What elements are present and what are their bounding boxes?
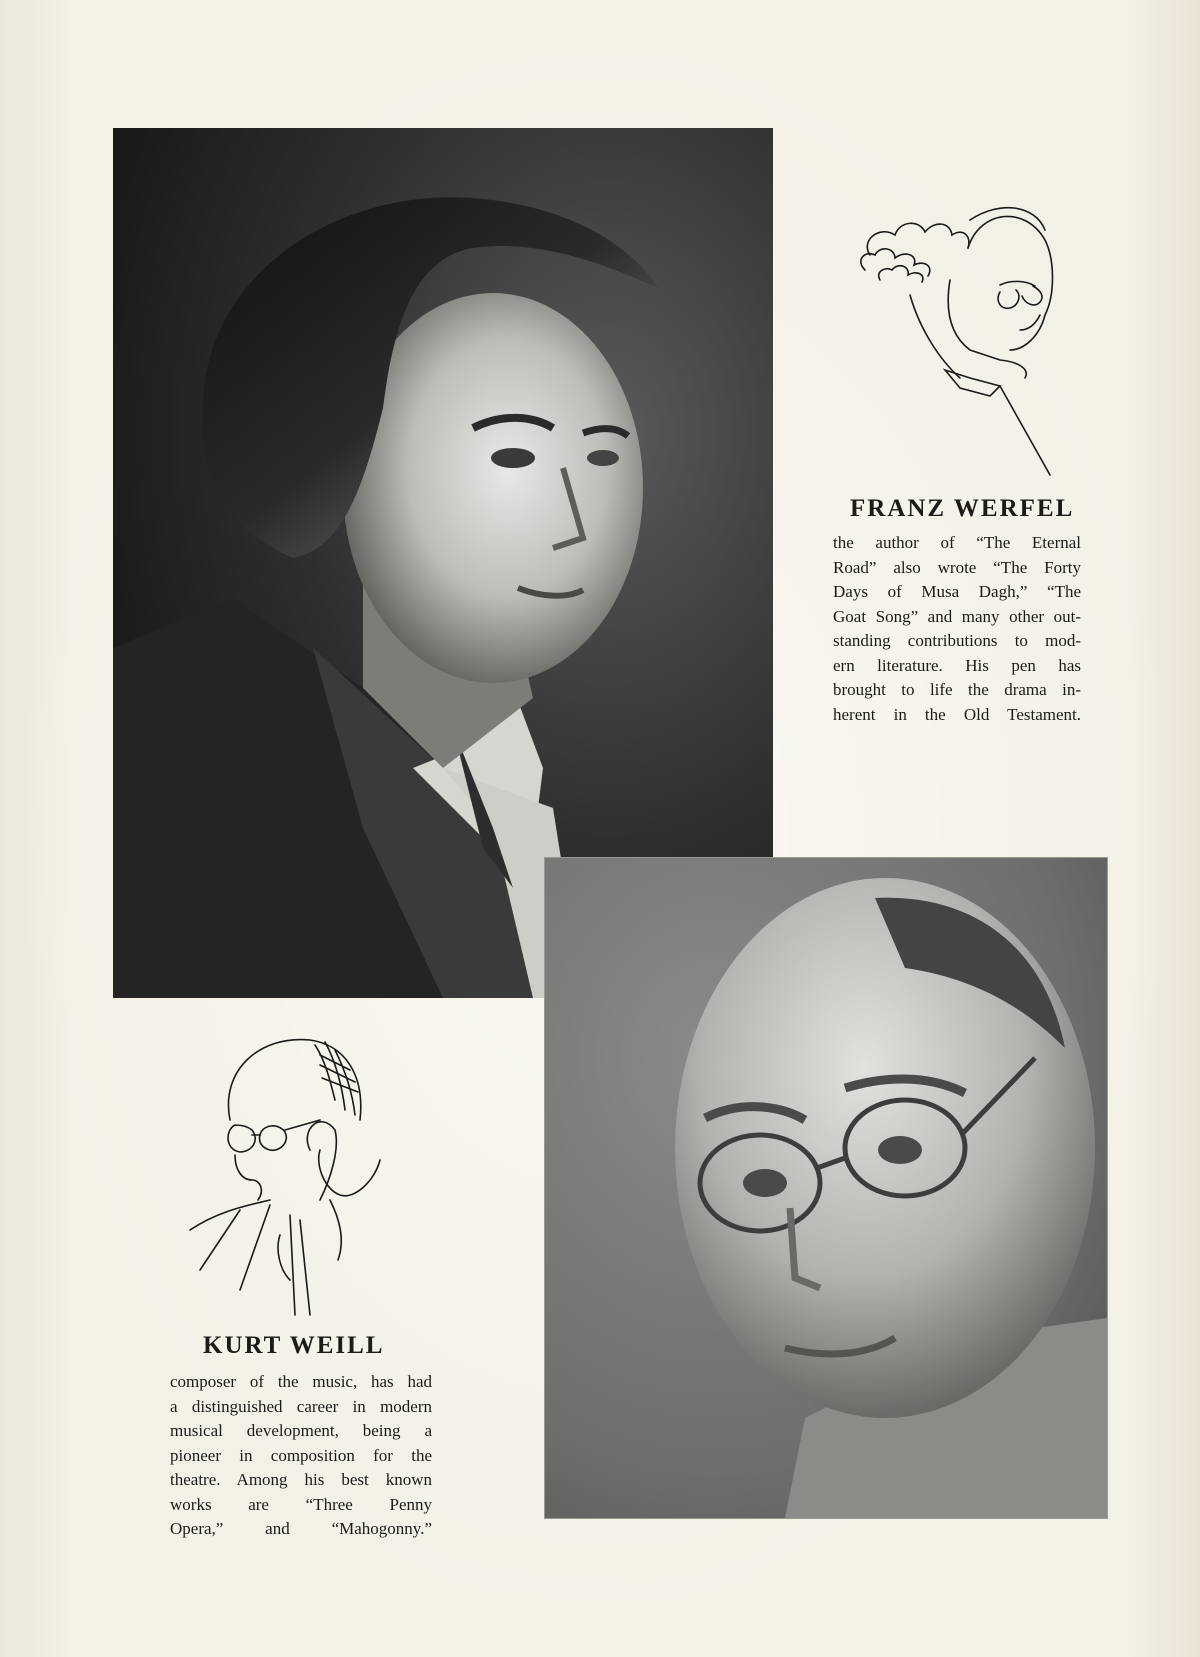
weill-bio-line: a distinguished career in modern [170, 1396, 432, 1416]
werfel-biography [833, 531, 1081, 727]
werfel-bio-line: brought to life the drama in- [833, 680, 1081, 699]
werfel-caricature-sketch [850, 200, 1060, 485]
werfel-bio-line: herent in the Old Testament. [833, 704, 1081, 724]
werfel-bio-line: standing contributions to mod- [833, 631, 1081, 650]
weill-bio-line: pioneer in composition for the [170, 1445, 432, 1465]
werfel-bio-line: Days of Musa Dagh,” “The [833, 582, 1081, 601]
weill-bio-line: theatre. Among his best known [170, 1470, 432, 1489]
weill-portrait-photo [545, 858, 1107, 1518]
weill-biography [170, 1370, 432, 1542]
werfel-bio-line: the author of “The Eternal [833, 533, 1081, 552]
weill-bio-line: Opera,” and “Mahogonny.” [170, 1519, 432, 1538]
weill-bio-line: composer of the music, has had [170, 1372, 432, 1391]
werfel-bio-line: Road” also wrote “The Forty [833, 557, 1081, 577]
werfel-bio-line: Goat Song” and many other out- [833, 606, 1081, 626]
werfel-name-heading: FRANZ WERFEL [850, 495, 1075, 522]
weill-bio-line: musical development, being a [170, 1421, 432, 1440]
werfel-bio-line: ern literature. His pen has [833, 655, 1081, 675]
weill-bio-line: works are “Three Penny [170, 1494, 432, 1514]
weill-name-heading: KURT WEILL [203, 1332, 385, 1359]
weill-caricature-sketch [180, 1030, 400, 1320]
